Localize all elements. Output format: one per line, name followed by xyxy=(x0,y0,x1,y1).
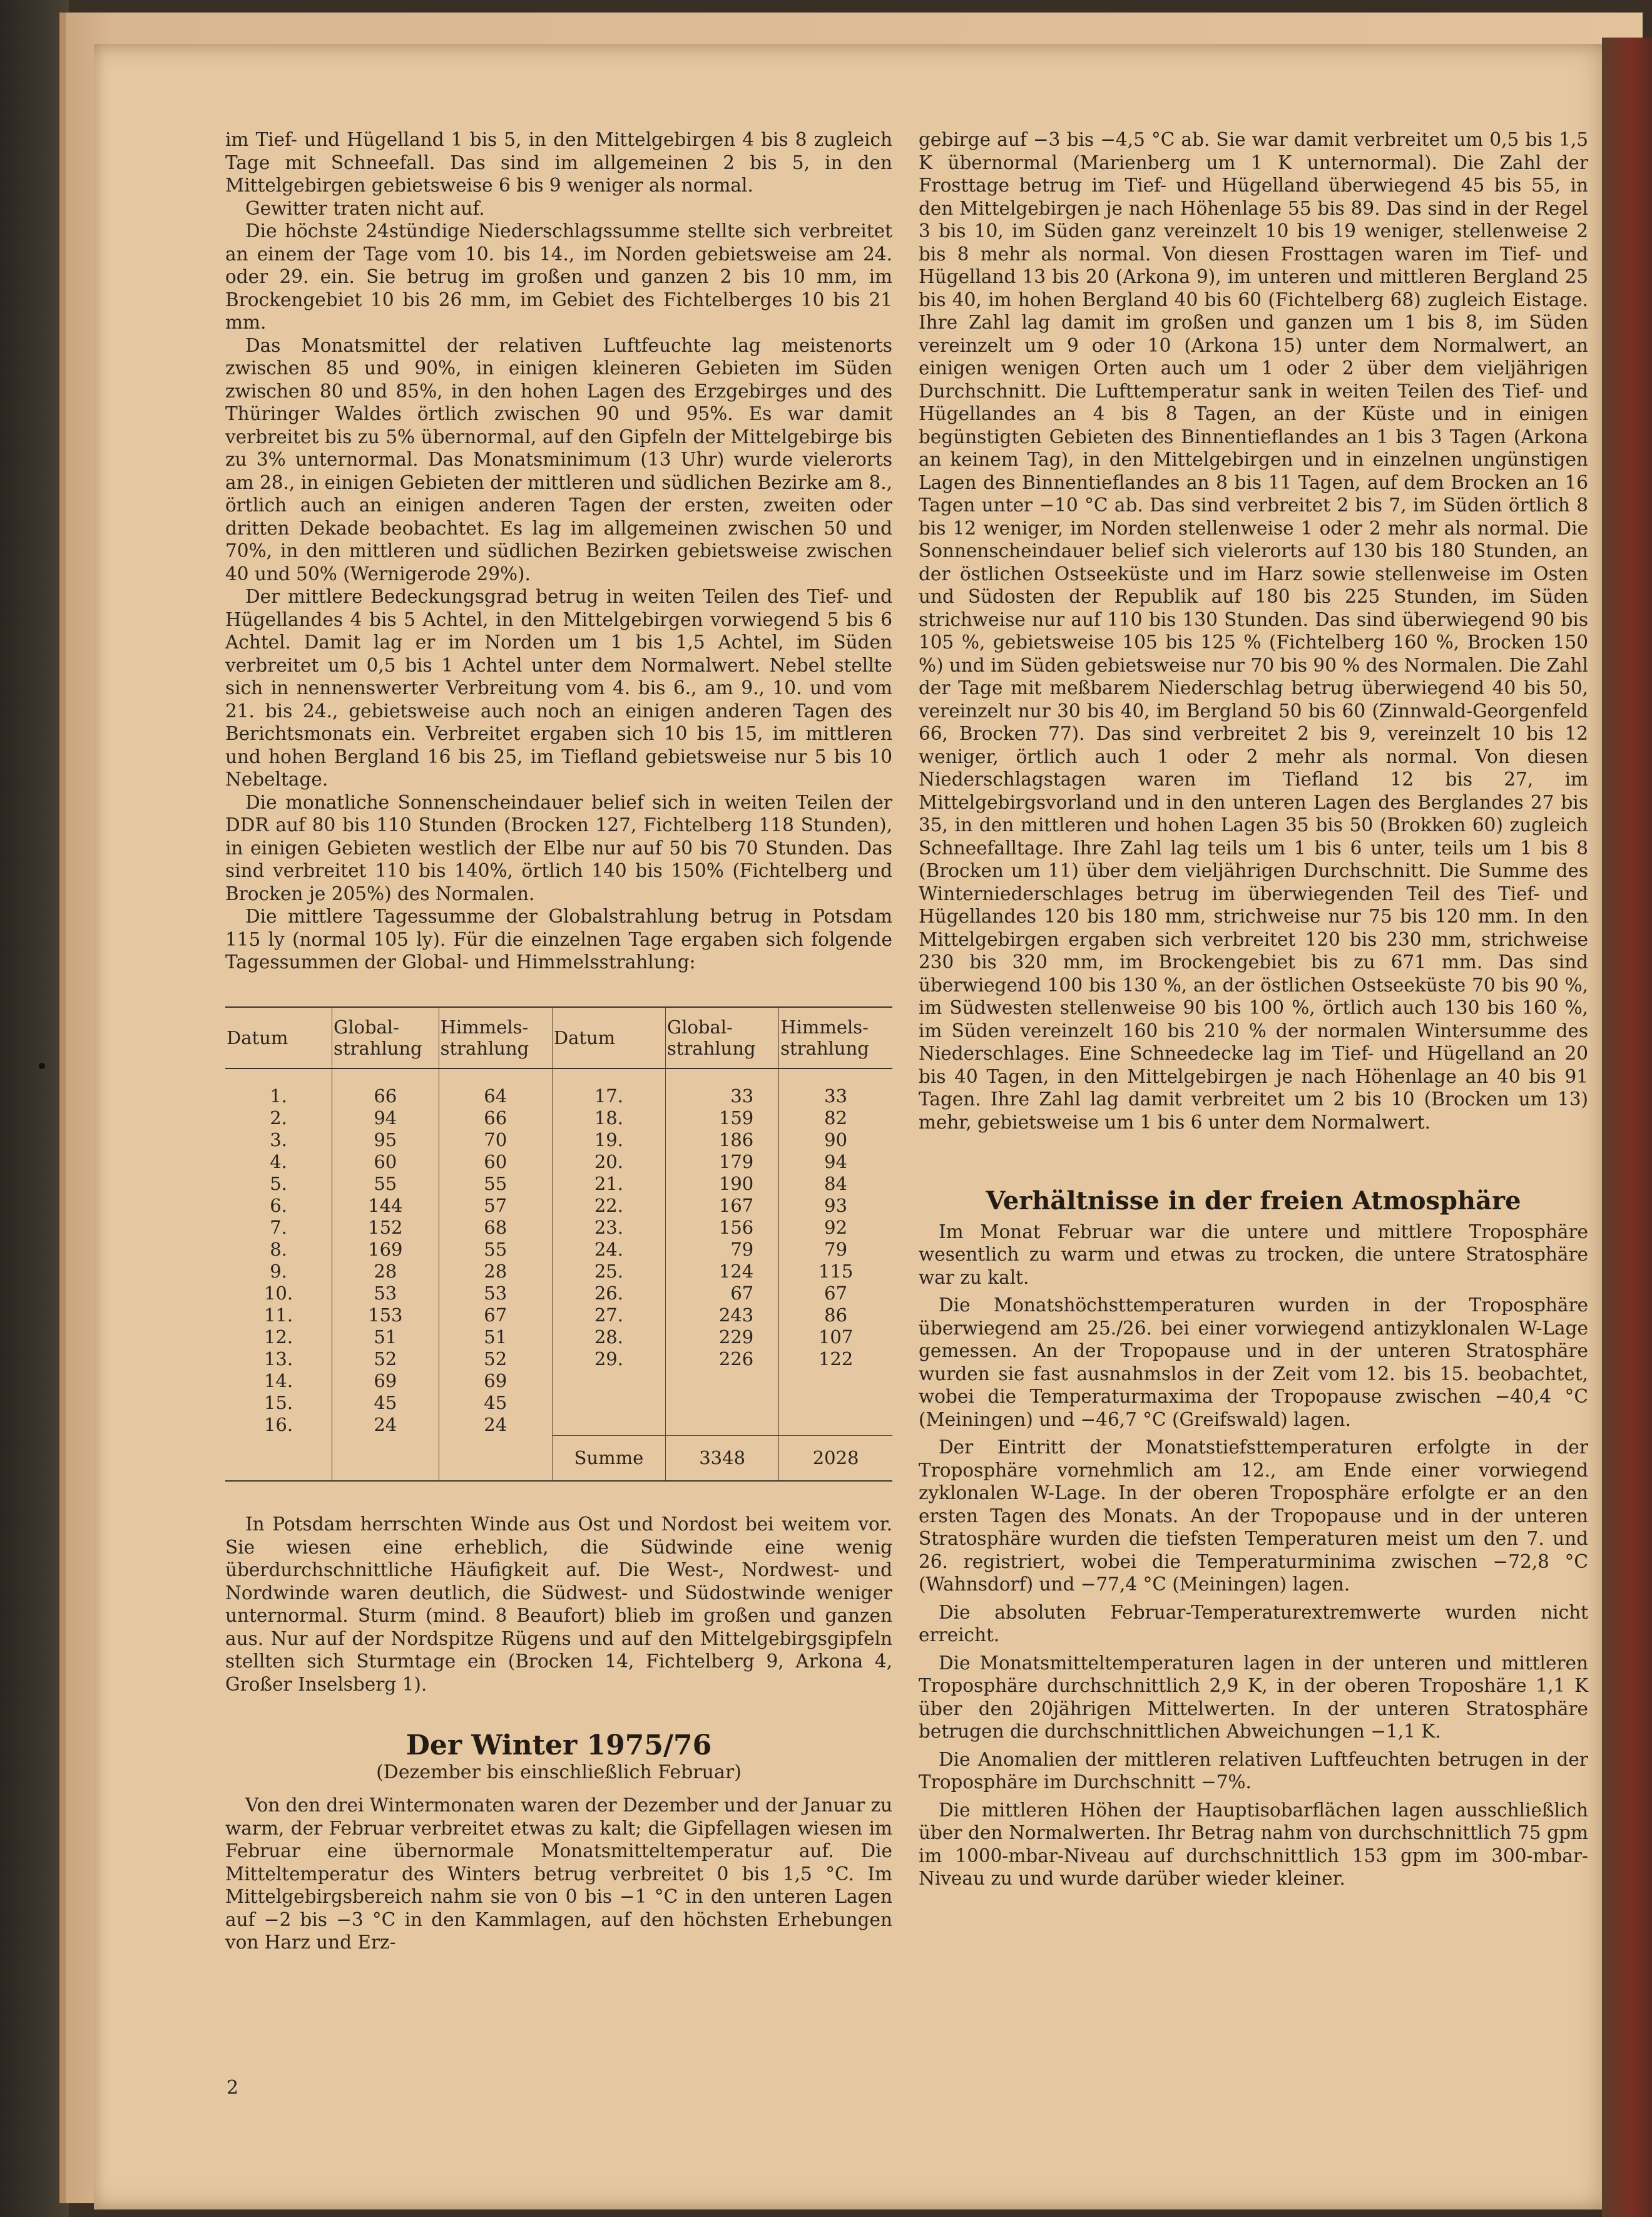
col-header: Global-strahlung xyxy=(666,1007,779,1068)
winter-continuation: gebirge auf −3 bis −4,5 °C ab. Sie war damit verbreitet um 0,5 bis 1,5 K übernormal (Marienberg um 1 K unternormal). Die Zahl der Frosttage betrug im Tief- und Hügelland überwiegend 45 bis 55, in den Mittelgebirgen je nach Höhenlage 55 bis 89. Das sind in der Regel 3 bis 10, im Süden ganz vereinzelt 10 bis 19 weniger, stellenweise 2 bis 8 mehr als normal. Von diesen Frosttagen waren im Tief- und Hügelland 13 bis 20 (Arkona 9), im unteren und mittleren Bergland 25 bis 40, im hohen Bergland 40 bis 60 (Fichtelberg 68) zugleich Eistage. Ihre Zahl lag damit im großen und ganzen um 1 bis 8, im Süden vereinzelt um 9 oder 10 (Arkona 15) unter dem Normalwert, an einigen wenigen Orten auch um 1 oder 2 über dem vieljährigen Durchschnitt. Die Lufttemperatur sank in weiten Teilen des Tief- und Hügellandes an 4 bis 8 Tagen, an der Küste und in einigen begünstigten Gebieten des Binnentieflandes an 1 bis 3 Tagen (Arkona an keinem Tag), in den Mittelgebirgen und in einzelnen ungünstigen Lagen des Binnentieflandes an 8 bis 11 Tagen, auf dem Brocken an 16 Tagen unter −10 °C ab. Das sind verbreitet 2 bis 7, im Süden örtlich 8 bis 12 weniger, im Norden stellenweise 1 oder 2 mehr als normal. Die Sonnenscheindauer belief sich vielerorts auf 130 bis 180 Stunden, an der östlichen Ostseeküste und im Harz sowie stellenweise im Osten und Südosten der Republik auf 180 bis 225 Stunden, im Süden strichweise nur auf 110 bis 130 Stunden. Das sind überwiegend 90 bis 105 %, gebietsweise 105 bis 125 % (Fichtelberg 160 %, Brocken 150 %) und im Süden gebietsweise nur 70 bis 90 % des Normalen. Die Zahl der Tage mit meßbarem Niederschlag betrug überwiegend 40 bis 50, vereinzelt nur 30 bis 40, im Bergland 50 bis 60 (Zinnwald-Georgenfeld 66, Brocken 77). Das sind verbreitet 2 bis 9, vereinzelt 10 bis 12 weniger, örtlich auch 1 oder 2 mehr als normal. Von diesen Niederschlagstagen waren im Tiefland 12 bis 27, im Mittelgebirgsvorland und in den unteren Lagen des Berglandes 27 bis 35, in den mittleren und hohen Lagen 35 bis 50 (Brokken 60) zugleich Schneefalltage. Ihre Zahl lag teils um 1 bis 6 unter, teils um 1 bis 8 (Brocken um 11) über dem vieljährigen Durchschnitt. Die Summe des Winterniederschlages betrug im überwiegenden Teil des Tief- und Hügellandes 120 bis 180 mm, strichweise nur 75 bis 120 mm. In den Mittelgebirgen ergaben sich verbreitet 120 bis 230 mm, strichweise 230 bis 320 mm, im Brockengebiet bis zu 671 mm. Das sind überwiegend 100 bis 130 %, an der östlichen Ostseeküste 70 bis 90 %, im Südwesten stellenweise 90 bis 100 %, örtlich auch 130 bis 160 %, im Süden vereinzelt 160 bis 210 % der normalen Wintersumme des Niederschlages. Eine Schneedecke lag im Tief- und Hügelland an 20 bis 40 Tagen, in den Mittelgebirgen je nach Höhenlage an 40 bis 91 Tagen. Ihre Zahl lag damit verbreitet um 2 bis 10 (Brocken um 13) mehr, gebietsweise um 1 bis 6 unter dem Normalwert. xyxy=(919,129,1588,1133)
table-cell xyxy=(779,1414,892,1436)
table-cell: 12. xyxy=(263,1326,293,1348)
table-cell: 19. xyxy=(552,1129,665,1151)
table-cell: 169 xyxy=(332,1239,439,1261)
ink-dot xyxy=(39,1063,45,1069)
table-row xyxy=(225,1129,892,1151)
table-cell: 66 xyxy=(332,1068,439,1107)
table-cell xyxy=(439,1436,552,1482)
table-cell: 16. xyxy=(263,1413,293,1435)
table-cell: 13. xyxy=(263,1348,293,1370)
table-row xyxy=(225,1107,892,1129)
body-paragraph: Die mittleren Höhen der Hauptisobarflächen lagen ausschließlich über den Normalwerten. Ihr Betrag nahm von durchschnittlich 75 gpm im 1000-mbar-Niveau auf durchschnittlich 153 gpm im 300-mbar-Niveau zu und wurde darüber wieder kleiner. xyxy=(919,1799,1588,1889)
table-cell: 45 xyxy=(332,1392,439,1414)
table-cell: 9. xyxy=(270,1260,287,1282)
table-cell: 86 xyxy=(779,1304,892,1326)
body-paragraph: Die monatliche Sonnenscheindauer belief sich in weiten Teilen der DDR auf 80 bis 110 Stunden (Brocken 127, Fichtelberg 118 Stunden), in einigen Gebieten westlich der Elbe nur auf 50 bis 70 Stunden. Das sind verbreitet 110 bis 140%, örtlich 140 bis 150% (Fichtelberg und Brocken je 205%) des Normalen. xyxy=(225,791,892,904)
table-cell: Summe xyxy=(552,1436,665,1482)
body-paragraph: Das Monatsmittel der relativen Luftfeuchte lag meistenorts zwischen 85 und 90%, in einigen kleineren Gebieten im Süden zwischen 80 und 85%, in den hohen Lagen des Erzgebirges und des Thüringer Waldes örtlich zwischen 90 und 95%. Es war damit verbreitet bis zu 5% übernormal, auf den Gipfeln der Mittelgebirge bis zu 3% unternormal. Das Monatsminimum (13 Uhr) wurde vielerorts am 28., in einigen Gebieten der mittleren und südlichen Bezirke am 8., örtlich auch an einigen anderen Tagen der ersten, zweiten oder dritten Dekade beobachtet. Es lag im allgemeinen zwischen 50 und 70%, in den mittleren und südlichen Bezirken gebietsweise zwischen 40 und 50% (Wernigerode 29%). xyxy=(225,334,892,585)
col-header: Himmels-strahlung xyxy=(779,1007,892,1068)
table-cell: 18. xyxy=(552,1107,665,1129)
right-column xyxy=(919,128,1588,1895)
table-cell: 45 xyxy=(439,1392,552,1414)
body-paragraph: Die absoluten Februar-Temperaturextremwerte wurden nicht erreicht. xyxy=(919,1601,1588,1646)
table-cell: 67 xyxy=(439,1304,552,1326)
radiation-table xyxy=(225,1006,892,1482)
table-row xyxy=(225,1370,892,1392)
col-header: Datum xyxy=(225,1007,332,1068)
table-cell xyxy=(666,1392,779,1414)
table-cell: 33 xyxy=(779,1068,892,1107)
winter-subheading: (Dezember bis einschließlich Februar) xyxy=(376,1761,742,1783)
table-cell: 90 xyxy=(779,1129,892,1151)
table-cell: 67 xyxy=(666,1283,779,1304)
atmosphere-paragraphs xyxy=(919,1221,1588,1890)
table-cell: 190 xyxy=(666,1173,779,1195)
table-row xyxy=(225,1173,892,1195)
table-cell xyxy=(552,1370,665,1392)
table-cell: 55 xyxy=(332,1173,439,1195)
table-cell xyxy=(332,1436,439,1482)
table-cell: 28 xyxy=(332,1261,439,1283)
table-cell xyxy=(552,1392,665,1414)
table-cell: 69 xyxy=(332,1370,439,1392)
table-cell: 24 xyxy=(439,1414,552,1436)
table-cell: 156 xyxy=(666,1217,779,1239)
body-paragraph: Der mittlere Bedeckungsgrad betrug in weiten Teilen des Tief- und Hügellandes 4 bis 5 Achtel, in den Mittelgebirgen vorwiegend 5 bis 6 Achtel. Damit lag er im Norden um 1 bis 1,5 Achtel, im Süden verbreitet um 0,5 bis 1 Achtel unter dem Normalwert. Nebel stellte sich in nennenswerter Verbreitung vom 4. bis 6., am 9., 10. und vom 21. bis 24., gebietsweise auch noch an einigen anderen Tagen des Berichtsmonats ein. Verbreitet ergaben sich 10 bis 15, im mittleren und hohen Bergland 16 bis 25, im Tiefland gebietsweise nur 5 bis 10 Nebeltage. xyxy=(225,586,892,790)
col-header: Himmels-strahlung xyxy=(439,1007,552,1068)
table-cell: 22. xyxy=(552,1195,665,1217)
table-cell: 124 xyxy=(666,1261,779,1283)
atmosphere-heading: Verhältnisse in der freien Atmosphäre xyxy=(986,1186,1521,1216)
table-cell: 27. xyxy=(552,1304,665,1326)
table-row xyxy=(225,1239,892,1261)
table-cell: 226 xyxy=(666,1348,779,1370)
table-cell: 2. xyxy=(270,1107,287,1129)
table-sum-row xyxy=(225,1436,892,1482)
table-body xyxy=(225,1068,892,1482)
table-cell: 79 xyxy=(779,1239,892,1261)
table-cell: 51 xyxy=(439,1326,552,1348)
table-cell: 92 xyxy=(779,1217,892,1239)
table-cell: 57 xyxy=(439,1195,552,1217)
body-paragraph: Im Monat Februar war die untere und mittlere Troposphäre wesentlich zu warm und etwas zu trocken, die untere Stratosphäre war zu kalt. xyxy=(919,1221,1588,1288)
table-cell: 14. xyxy=(263,1370,293,1391)
col-header: Global-strahlung xyxy=(332,1007,439,1068)
table-cell: 55 xyxy=(439,1173,552,1195)
table-cell: 53 xyxy=(332,1283,439,1304)
table-cell: 159 xyxy=(666,1107,779,1129)
table-cell: 94 xyxy=(332,1107,439,1129)
book-binding xyxy=(0,0,69,2217)
table-cell: 95 xyxy=(332,1129,439,1151)
table-cell xyxy=(225,1436,332,1482)
table-cell: 15. xyxy=(263,1391,293,1413)
table-cell: 64 xyxy=(439,1068,552,1107)
table-header-row xyxy=(225,1007,892,1068)
table-cell: 33 xyxy=(666,1068,779,1107)
winter-heading: Der Winter 1975/76 xyxy=(405,1729,712,1761)
table-cell: 84 xyxy=(779,1173,892,1195)
table-row xyxy=(225,1151,892,1173)
table-row xyxy=(225,1261,892,1283)
book-cover-edge xyxy=(1602,38,1652,2217)
table-cell: 94 xyxy=(779,1151,892,1173)
table-cell: 60 xyxy=(332,1151,439,1173)
table-cell: 69 xyxy=(439,1370,552,1392)
table-cell: 24 xyxy=(332,1414,439,1436)
table-row xyxy=(225,1326,892,1348)
table-cell: 1. xyxy=(270,1085,287,1107)
table-cell: 3. xyxy=(270,1129,287,1150)
table-cell: 10. xyxy=(263,1282,293,1304)
table-cell: 6. xyxy=(270,1194,287,1216)
table-cell: 152 xyxy=(332,1217,439,1239)
table-cell: 51 xyxy=(332,1326,439,1348)
left-column xyxy=(225,128,892,1954)
table-cell: 82 xyxy=(779,1107,892,1129)
table-cell: 29. xyxy=(552,1348,665,1370)
body-paragraph: Gewitter traten nicht auf. xyxy=(245,197,485,219)
table-cell: 67 xyxy=(779,1283,892,1304)
table-row xyxy=(225,1068,892,1107)
table-cell: 23. xyxy=(552,1217,665,1239)
table-row xyxy=(225,1195,892,1217)
body-paragraph: Die Monatsmitteltemperaturen lagen in der unteren und mittleren Troposphäre durchschnittlich 2,9 K, in der oberen Troposhäre 1,1 K über den 20jährigen Mittelwerten. In der unteren Stratosphäre betrugen die durchschnittlichen Abweichungen −1,1 K. xyxy=(919,1652,1588,1742)
body-paragraph: Die höchste 24stündige Niederschlagssumme stellte sich verbreitet an einem der Tage vom 10. bis 14., im Norden gebietsweise am 24. oder 29. ein. Sie betrug im großen und ganzen 2 bis 10 mm, im Brockengebiet 10 bis 26 mm, im Gebiet des Fichtelberges 10 bis 21 mm. xyxy=(225,220,892,333)
table-cell: 229 xyxy=(666,1326,779,1348)
table-cell: 68 xyxy=(439,1217,552,1239)
table-cell: 2028 xyxy=(779,1436,892,1482)
table-cell: 55 xyxy=(439,1239,552,1261)
body-paragraph: Die Anomalien der mittleren relativen Luftfeuchten betrugen in der Troposphäre im Durchschnitt −7%. xyxy=(919,1748,1588,1793)
table-cell: 66 xyxy=(439,1107,552,1129)
table-row xyxy=(225,1283,892,1304)
winds-paragraph: In Potsdam herrschten Winde aus Ost und Nordost bei weitem vor. Sie wiesen eine erheblich, die Südwinde eine wenig überdurchschnittliche Häufigkeit auf. Die West-, Nordwest- und Nordwinde waren deutlich, die Südwest- und Südostwinde weniger unternormal. Sturm (mind. 8 Beaufort) blieb im großen und ganzen aus. Nur auf der Nordspitze Rügens und auf den Mittelgebirgsgipfeln stellten sich Sturmtage ein (Brocken 14, Fichtelberg 9, Arkona 4, Großer Inselsberg 1). xyxy=(225,1513,892,1695)
table-cell: 167 xyxy=(666,1195,779,1217)
page-number: 2 xyxy=(227,2077,239,2099)
table-cell: 53 xyxy=(439,1283,552,1304)
table-row xyxy=(225,1414,892,1436)
table-cell: 28. xyxy=(552,1326,665,1348)
table-row xyxy=(225,1304,892,1326)
body-paragraph: im Tief- und Hügelland 1 bis 5, in den Mittelgebirgen 4 bis 8 zugleich Tage mit Schneefall. Das sind im allgemeinen 2 bis 5, in den Mittelgebirgen gebietsweise 6 bis 9 weniger als normal. xyxy=(225,129,892,196)
table-cell: 17. xyxy=(552,1068,665,1107)
table-cell: 107 xyxy=(779,1326,892,1348)
table-cell xyxy=(552,1414,665,1436)
table-cell: 5. xyxy=(270,1172,287,1194)
table-cell: 52 xyxy=(439,1348,552,1370)
table-cell: 7. xyxy=(270,1216,287,1238)
table-cell xyxy=(666,1370,779,1392)
table-cell: 153 xyxy=(332,1304,439,1326)
table-cell: 20. xyxy=(552,1151,665,1173)
table-cell: 60 xyxy=(439,1151,552,1173)
table-cell: 4. xyxy=(270,1150,287,1172)
table-cell: 11. xyxy=(263,1304,293,1326)
table-row xyxy=(225,1217,892,1239)
table-cell xyxy=(666,1414,779,1436)
table-cell xyxy=(779,1392,892,1414)
table-cell: 243 xyxy=(666,1304,779,1326)
table-cell: 186 xyxy=(666,1129,779,1151)
col-header: Datum xyxy=(552,1007,665,1068)
table-cell: 79 xyxy=(666,1239,779,1261)
table-cell: 93 xyxy=(779,1195,892,1217)
table-cell: 179 xyxy=(666,1151,779,1173)
body-paragraph: Die mittlere Tagessumme der Globalstrahlung betrug in Potsdam 115 ly (normal 105 ly). Für die einzelnen Tage ergaben sich folgende Tagessummen der Global- und Himmelsstrahlung: xyxy=(225,906,892,973)
table-cell: 144 xyxy=(332,1195,439,1217)
left-paragraphs xyxy=(225,128,892,974)
table-cell: 115 xyxy=(779,1261,892,1283)
table-cell: 28 xyxy=(439,1261,552,1283)
table-cell: 70 xyxy=(439,1129,552,1151)
table-cell: 25. xyxy=(552,1261,665,1283)
table-cell: 26. xyxy=(552,1283,665,1304)
table-cell: 52 xyxy=(332,1348,439,1370)
table-cell: 8. xyxy=(270,1238,287,1260)
table-cell xyxy=(779,1370,892,1392)
table-cell: 24. xyxy=(552,1239,665,1261)
table-row xyxy=(225,1348,892,1370)
table-row xyxy=(225,1392,892,1414)
table-cell: 21. xyxy=(552,1173,665,1195)
body-paragraph: Der Eintritt der Monatstiefsttemperaturen erfolgte in der Troposphäre vornehmlich am 12., am Ende einer vorwiegend zyklonalen W-Lage. In der oberen Troposphäre erfolgte er an den ersten Tagen des Monats. An der Tropopause und in der unteren Stratosphäre wurden die tiefsten Temperaturen meist um den 7. und 26. registriert, wobei die Temperaturminima zwischen −72,8 °C (Wahnsdorf) und −77,4 °C (Meiningen) lagen. xyxy=(919,1436,1588,1595)
table-cell: 122 xyxy=(779,1348,892,1370)
body-paragraph: Die Monatshöchsttemperaturen wurden in der Troposphäre überwiegend am 25./26. bei einer vorwiegend antizyklonalen W-Lage gemessen. An der Tropopause und in der unteren Stratosphäre wurden sie fast ausnahmslos in der Zeit vom 12. bis 15. beobachtet, wobei die Temperaturmaxima der Tropopause zwischen −40,4 °C (Meiningen) und −46,7 °C (Greifswald) lagen. xyxy=(919,1294,1588,1430)
winter-paragraph: Von den drei Wintermonaten waren der Dezember und der Januar zu warm, der Februar verbreitet etwas zu kalt; die Gipfellagen wiesen im Februar eine übernormale Monatsmitteltemperatur auf. Die Mitteltemperatur des Winters betrug verbreitet 0 bis 1,5 °C. Im Mittelgebirgsbereich nahm sie von 0 bis −1 °C in den unteren Lagen auf −2 bis −3 °C in den Kammlagen, auf den höchsten Erhebungen von Harz und Erz- xyxy=(225,1795,892,1953)
table-cell: 3348 xyxy=(666,1436,779,1482)
